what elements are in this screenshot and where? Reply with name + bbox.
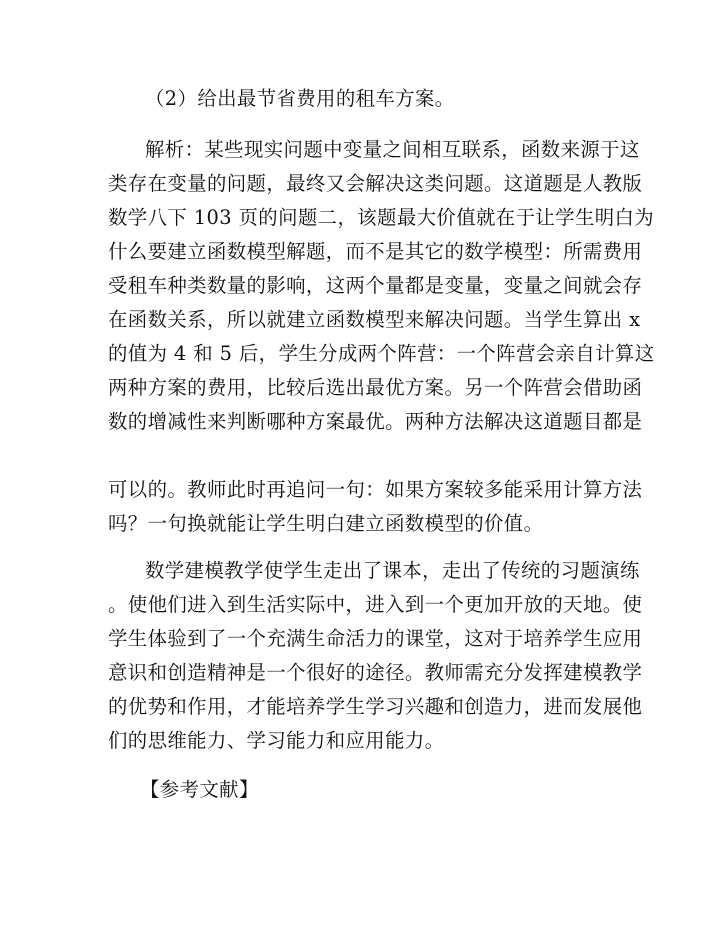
- conclusion-line-4: 意识和创造精神是一个很好的途径。教师需充分发挥建模教学: [108, 661, 643, 684]
- conclusion-line-2: 。使他们进入到生活实际中，进入到一个更加开放的天地。使: [108, 593, 643, 616]
- analysis-line-2: 类存在变量的问题，最终又会解决这类问题。这道题是人教版: [108, 172, 643, 195]
- analysis-line-11: 吗？一句换就能让学生明白建立函数模型的价值。: [108, 512, 544, 535]
- analysis-line-9: 数的增减性来判断哪种方案最优。两种方法解决这道题目都是: [108, 410, 643, 433]
- analysis-line-10: 可以的。教师此时再追问一句：如果方案较多能采用计算方法: [108, 478, 643, 501]
- conclusion-line-3: 学生体验到了一个充满生命活力的课堂，这对于培养学生应用: [108, 627, 643, 650]
- analysis-line-3: 数学八下 103 页的问题二，该题最大价值就在于让学生明白为: [108, 206, 655, 229]
- step-heading: （2）给出最节省费用的租车方案。: [145, 87, 455, 110]
- conclusion-line-6: 们的思维能力、学习能力和应用能力。: [108, 729, 445, 752]
- conclusion-line-5: 的优势和作用，才能培养学生学习兴趣和创造力，进而发展他: [108, 695, 643, 718]
- conclusion-line-1: 数学建模教学使学生走出了课本，走出了传统的习题演练: [145, 559, 640, 582]
- analysis-line-4: 什么要建立函数模型解题，而不是其它的数学模型：所需费用: [108, 240, 643, 263]
- references-heading: 【参考文献】: [140, 778, 259, 801]
- analysis-line-8: 两种方案的费用，比较后选出最优方案。另一个阵营会借助函: [108, 376, 643, 399]
- analysis-line-5: 受租车种类数量的影响，这两个量都是变量，变量之间就会存: [108, 274, 643, 297]
- analysis-line-6: 在函数关系，所以就建立函数模型来解决问题。当学生算出 x: [108, 308, 641, 331]
- analysis-line-1: 解析：某些现实问题中变量之间相互联系，函数来源于这: [145, 138, 640, 161]
- analysis-line-7: 的值为 4 和 5 后，学生分成两个阵营：一个阵营会亲自计算这: [108, 342, 655, 365]
